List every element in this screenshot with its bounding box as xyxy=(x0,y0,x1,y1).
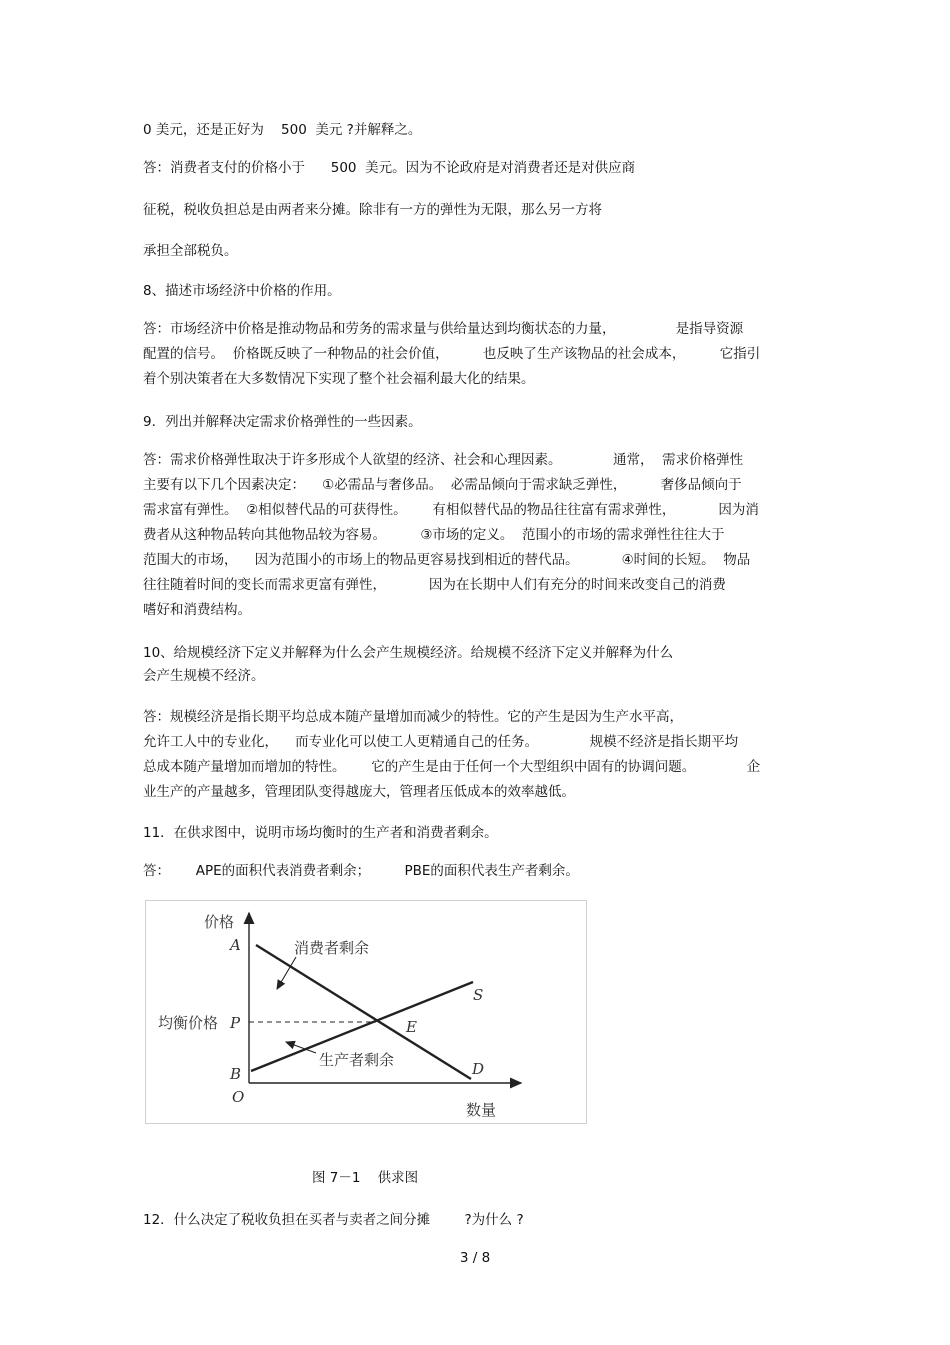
equilibrium-price-label: 均衡价格 xyxy=(158,1014,219,1032)
figure-caption: 图 7－1 供求图 xyxy=(312,1170,419,1186)
text-line: 往往随着时间的变长而需求更富有弹性， 因为在长期中人们有充分的时间来改变自己的消费 xyxy=(143,577,726,593)
origin-label: O xyxy=(232,1088,245,1106)
text-line: 配置的信号。 价格既反映了一种物品的社会价值， 也反映了生产该物品的社会成本， 它指引 xyxy=(143,346,761,362)
demand-curve-label: D xyxy=(472,1060,485,1078)
text-line: 会产生规模不经济。 xyxy=(143,668,265,684)
page-number: 3 / 8 xyxy=(459,1250,491,1266)
consumer-surplus-label: 消费者剩余 xyxy=(294,939,370,957)
text-line: 答：需求价格弹性取决于许多形成个人欲望的经济、社会和心理因素。 通常， 需求价格弹性 xyxy=(143,452,744,468)
text-line: 费者从这种物品转向其他物品较为容易。 ③市场的定义。 范围小的市场的需求弹性往往大于 xyxy=(143,527,725,543)
producer-surplus-label: 生产者剩余 xyxy=(319,1051,395,1069)
text-line: 征税，税收负担总是由两者来分摊。除非有一方的弹性为无限，那么另一方将 xyxy=(143,202,602,218)
text-line: 嗜好和消费结构。 xyxy=(143,602,251,618)
y-axis-label: 价格 xyxy=(204,913,235,931)
point-b-label: B xyxy=(230,1065,242,1083)
text-line: 允许工人中的专业化， 而专业化可以使工人更精通自己的任务。 规模不经济是指长期平均 xyxy=(143,734,739,750)
supply-curve-label: S xyxy=(473,986,484,1004)
question-heading: 10、给规模经济下定义并解释为什么会产生规模经济。给规模不经济下定义并解释为什么 xyxy=(143,645,674,661)
x-axis-label: 数量 xyxy=(466,1101,497,1119)
point-p-label: P xyxy=(230,1014,241,1032)
supply-demand-figure xyxy=(145,900,587,1124)
text-line: 总成本随产量增加而增加的特性。 它的产生是由于任何一个大型组织中固有的协调问题。 企 xyxy=(143,759,761,775)
text-line: 需求富有弹性。 ②相似替代品的可获得性。 有相似替代品的物品往往富有需求弹性， 因为消 xyxy=(143,502,759,518)
text-line: 主要有以下几个因素决定： ①必需品与奢侈品。 必需品倾向于需求缺乏弹性， 奢侈品倾向于 xyxy=(143,477,742,493)
text-line: 答： APE的面积代表消费者剩余； PBE的面积代表生产者剩余。 xyxy=(143,863,579,879)
text-line: 承担全部税负。 xyxy=(143,243,238,259)
question-heading: 11．在供求图中，说明市场均衡时的生产者和消费者剩余。 xyxy=(143,825,498,841)
text-line: 答：消费者支付的价格小于 500 美元。因为不论政府是对消费者还是对供应商 xyxy=(143,160,636,176)
point-e-label: E xyxy=(406,1018,417,1036)
text-line: 范围大的市场， 因为范围小的市场上的物品更容易找到相近的替代品。 ④时间的长短。 物品 xyxy=(143,552,751,568)
text-line: 业生产的产量越多，管理团队变得越庞大，管理者压低成本的效率越低。 xyxy=(143,784,575,800)
question-heading: 9．列出并解释决定需求价格弹性的一些因素。 xyxy=(143,414,422,430)
question-heading: 8、描述市场经济中价格的作用。 xyxy=(143,283,341,299)
supply-demand-diagram xyxy=(146,901,586,1123)
text-line: 答：市场经济中价格是推动物品和劳务的需求量与供给量达到均衡状态的力量， 是指导资源 xyxy=(143,321,744,337)
text-line: 着个别决策者在大多数情况下实现了整个社会福利最大化的结果。 xyxy=(143,371,535,387)
point-a-label: A xyxy=(230,936,241,954)
text-line: 答：规模经济是指长期平均总成本随产量增加而减少的特性。它的产生是因为生产水平高， xyxy=(143,709,683,725)
question-heading: 12．什么决定了税收负担在买者与卖者之间分摊 ?为什么 ? xyxy=(143,1212,524,1228)
text-line: 0 美元，还是正好为 500 美元 ?并解释之。 xyxy=(143,122,422,138)
consumer-surplus-pointer xyxy=(277,957,296,989)
